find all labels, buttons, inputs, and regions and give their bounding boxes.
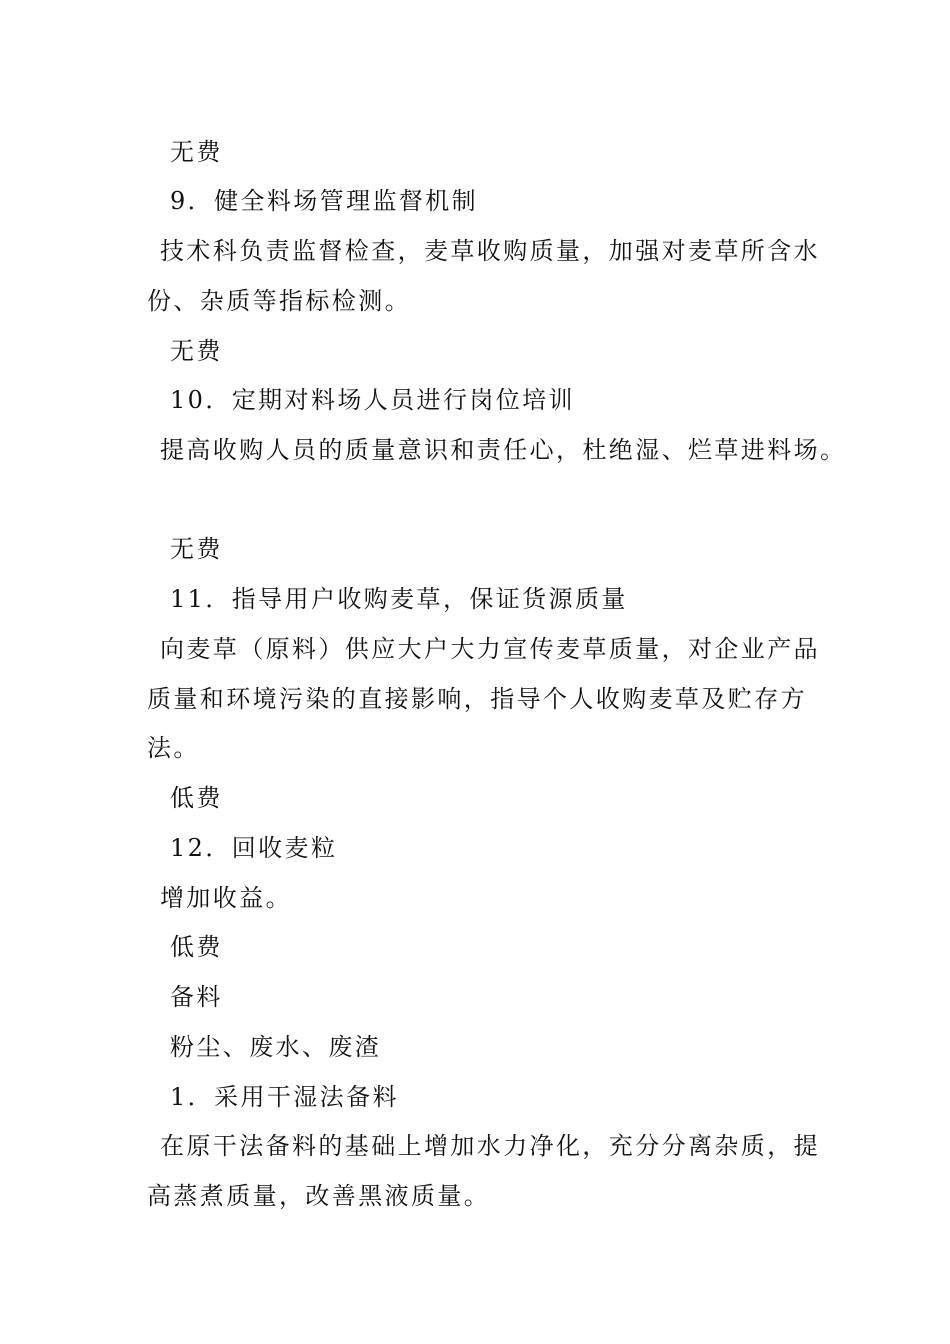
measure-description: 在原干法备料的基础上增加水力净化，充分分离杂质，提 [160,1132,820,1160]
cost-label: 低费 [170,933,223,961]
measure-heading: 11．指导用户收购麦草，保证货源质量 [170,585,628,613]
measure-heading: 10．定期对料场人员进行岗位培训 [170,386,575,414]
measure-heading: 9．健全料场管理监督机制 [170,187,479,215]
cost-label: 无费 [170,138,223,166]
cost-label: 低费 [170,784,223,812]
cost-label: 无费 [170,337,223,365]
measure-description-continued: 高蒸煮质量，改善黑液质量。 [147,1182,491,1210]
measure-description-continued: 质量和环境污染的直接影响，指导个人收购麦草及贮存方 [147,685,807,713]
measure-description: 提高收购人员的质量意识和责任心，杜绝湿、烂草进料场。 [160,436,847,464]
pollutants-text: 粉尘、废水、废渣 [170,1033,382,1061]
measure-description-continued: 法。 [147,734,200,762]
measure-description-continued: 份、杂质等指标检测。 [147,287,411,315]
measure-description: 增加收益。 [160,884,292,912]
measure-description: 技术科负责监督检查，麦草收购质量，加强对麦草所含水 [160,237,820,265]
measure-heading: 1．采用干湿法备料 [170,1083,399,1111]
measure-description: 向麦草（原料）供应大户大力宣传麦草质量，对企业产品 [160,635,820,663]
measure-heading: 12．回收麦粒 [170,834,338,862]
cost-label: 无费 [170,535,223,563]
section-heading: 备料 [170,983,223,1011]
